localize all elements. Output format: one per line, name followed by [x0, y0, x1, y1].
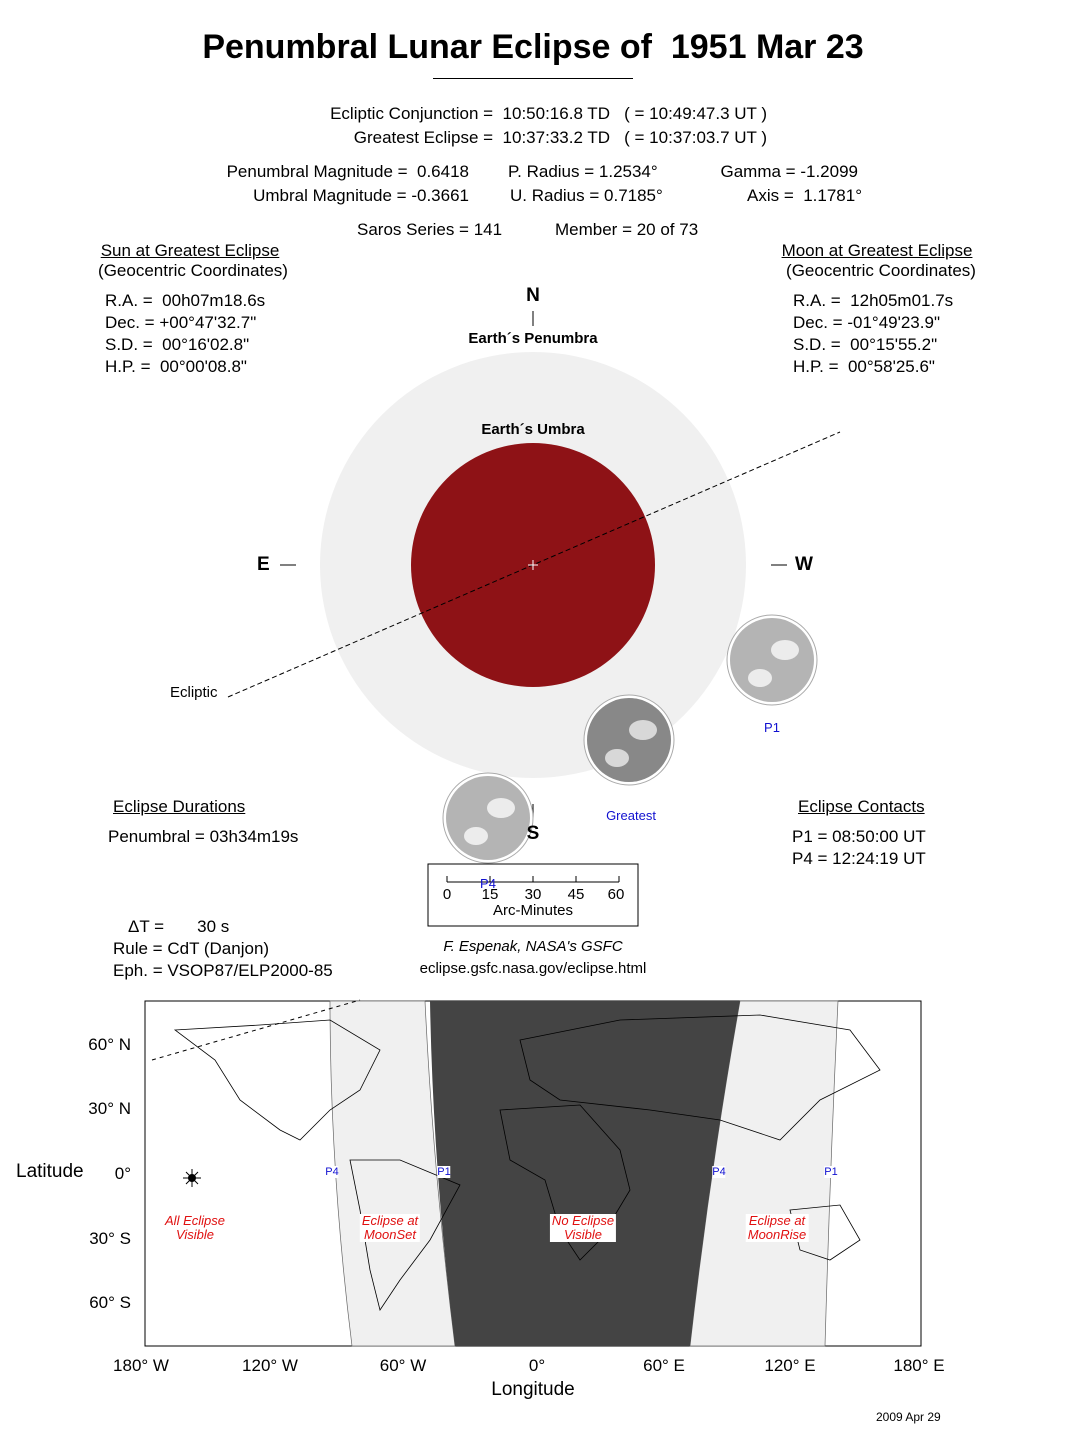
latitude-label: Latitude: [16, 1161, 84, 1182]
page-title: Penumbral Lunar Eclipse of 1951 Mar 23: [202, 28, 864, 66]
lat-tick: 30° N: [88, 1099, 131, 1118]
axis: Axis = 1.1781°: [746, 186, 862, 205]
zone-moonrise: Eclipse at MoonRise: [747, 1213, 807, 1242]
moon-dec: Dec. = -01°49'23.9": [793, 313, 940, 332]
moon-title: Moon at Greatest Eclipse: [781, 241, 973, 260]
zone-moonset: Eclipse at MoonSet: [361, 1213, 419, 1242]
scale-tick: 45: [567, 886, 585, 903]
world-map: [145, 1000, 921, 1346]
scale-label: Arc-Minutes: [492, 902, 574, 919]
contact-p4: P4 = 12:24:19 UT: [792, 849, 926, 868]
gamma: Gamma = -1.2099: [720, 162, 858, 181]
lon-tick: 180° W: [113, 1356, 169, 1375]
lon-tick: 120° E: [764, 1356, 816, 1375]
lat-tick: 60° N: [88, 1035, 131, 1054]
greatest-moon-label: Greatest: [606, 808, 656, 823]
umbra-label: Earth´s Umbra: [481, 421, 585, 438]
night-zone: [430, 1001, 740, 1346]
map-marker-p4: P4: [712, 1166, 726, 1178]
u-radius: U. Radius = 0.7185°: [510, 186, 663, 205]
moon-ra: R.A. = 12h05m01.7s: [793, 291, 954, 310]
moon-greatest: [584, 695, 674, 785]
map-marker-p4: P4: [325, 1166, 339, 1178]
longitude-label: Longitude: [491, 1379, 575, 1400]
contact-p1: P1 = 08:50:00 UT: [792, 827, 926, 846]
sun-dec: Dec. = +00°47'32.7": [105, 313, 257, 332]
scale-tick: 15: [481, 886, 499, 903]
moon-p1: [727, 615, 817, 705]
penumbral-duration: Penumbral = 03h34m19s: [108, 827, 299, 846]
sun-ra: R.A. = 00h07m18.6s: [105, 291, 266, 310]
west-label: W: [795, 554, 813, 575]
durations-title: Eclipse Durations: [113, 797, 246, 816]
conjunction: Ecliptic Conjunction = 10:50:16.8 TD ( = 10:49:47.3 UT ): [330, 104, 767, 123]
umbral-magnitude: Umbral Magnitude = -0.3661: [253, 186, 469, 205]
north-label: N: [526, 285, 540, 306]
lon-tick: 60° W: [379, 1356, 427, 1375]
rule: Rule = CdT (Danjon): [113, 939, 270, 958]
sun-title: Sun at Greatest Eclipse: [100, 241, 280, 260]
moon-subtitle: (Geocentric Coordinates): [786, 261, 976, 280]
source-url[interactable]: eclipse.gsfc.nasa.gov/eclipse.html: [419, 960, 647, 977]
date-stamp: 2009 Apr 29: [876, 1410, 941, 1424]
zone-no-eclipse: No Eclipse Visible: [551, 1213, 615, 1242]
ecliptic-label: Ecliptic: [170, 684, 218, 701]
south-label: S: [526, 823, 540, 844]
lon-tick: 0°: [528, 1356, 546, 1375]
penumbra-label: Earth´s Penumbra: [468, 330, 598, 347]
lon-tick: 60° E: [643, 1356, 685, 1375]
sun-sd: S.D. = 00°16'02.8": [105, 335, 250, 354]
moon-sd: S.D. = 00°15'55.2": [793, 335, 938, 354]
saros-series: Saros Series = 141: [357, 220, 503, 239]
delta-t: ΔT = 30 s: [128, 917, 230, 936]
sun-hp: H.P. = 00°00'08.8": [105, 357, 247, 376]
lat-tick: 30° S: [89, 1229, 131, 1248]
saros-member: Member = 20 of 73: [555, 220, 699, 239]
greatest-eclipse: Greatest Eclipse = 10:37:33.2 TD ( = 10:37:03.7 UT ): [353, 128, 767, 147]
credit: F. Espenak, NASA's GSFC: [443, 938, 623, 955]
p1-moon-label: P1: [764, 720, 780, 735]
contacts-title: Eclipse Contacts: [798, 797, 925, 816]
penumbral-magnitude: Penumbral Magnitude = 0.6418: [226, 162, 469, 181]
moon-p4: [443, 773, 533, 863]
scale-tick: 0: [442, 886, 452, 903]
lat-tick: 0°: [114, 1164, 131, 1183]
scale-tick: 30: [524, 886, 542, 903]
p4-moon-label: P4: [480, 876, 496, 891]
sun-subtitle: (Geocentric Coordinates): [98, 261, 288, 280]
scale-bar: [447, 876, 619, 882]
moon-hp: H.P. = 00°58'25.6": [793, 357, 935, 376]
ephemeris: Eph. = VSOP87/ELP2000-85: [113, 961, 333, 980]
lon-tick: 180° E: [893, 1356, 945, 1375]
lat-tick: 60° S: [89, 1293, 131, 1312]
scale-tick: 60: [607, 886, 625, 903]
zone-all-visible: All Eclipse Visible: [165, 1213, 225, 1242]
p-radius: P. Radius = 1.2534°: [508, 162, 658, 181]
lon-tick: 120° W: [242, 1356, 298, 1375]
map-marker-p1: P1: [437, 1166, 451, 1178]
map-marker-p1: P1: [824, 1166, 838, 1178]
east-label: E: [257, 554, 270, 575]
